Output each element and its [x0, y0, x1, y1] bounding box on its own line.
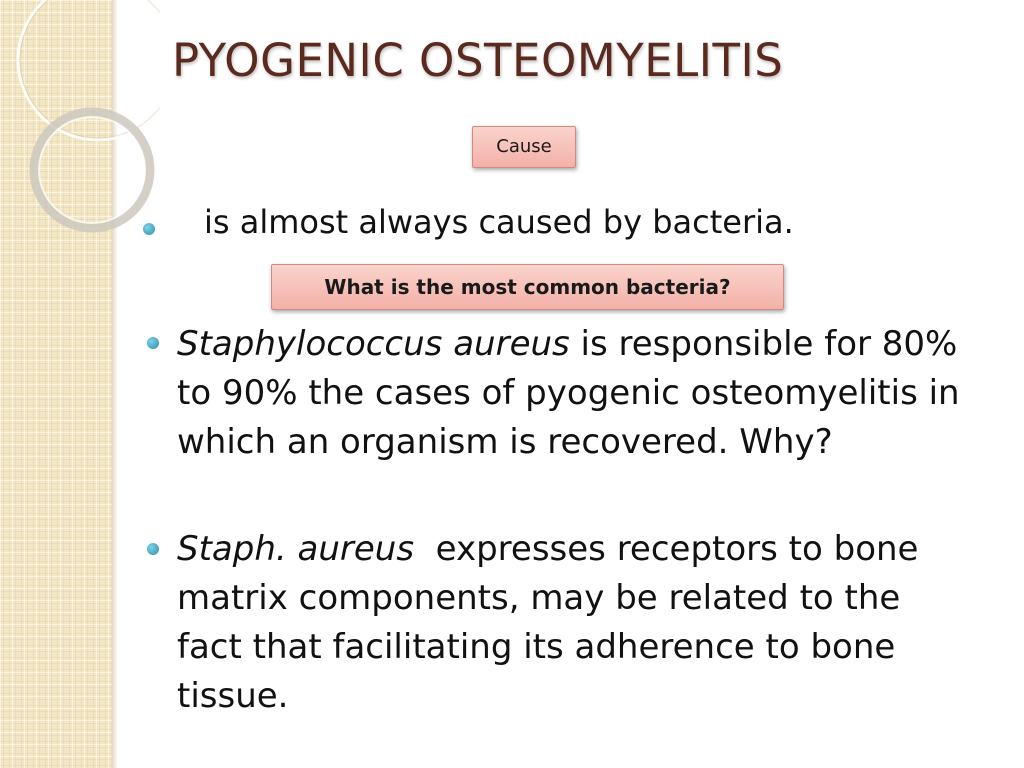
cause-button[interactable]: Cause — [472, 126, 576, 168]
bullet-2-body: is responsible for 80% to 90% the cases of pyogenic osteomyelitis in which an organism is recovered. Why? — [177, 324, 960, 462]
bullet-3-body: expresses receptors to bone matrix components, may be related to the fact that facilitating its adherence to bone tissue. — [177, 529, 930, 716]
slide-title: PYOGENIC OSTEOMYELITIS — [172, 34, 784, 87]
bullet-icon — [147, 337, 159, 349]
bacteria-short-name: Staph. aureus — [177, 529, 415, 569]
ring-small — [34, 112, 150, 228]
ring-large — [18, 0, 160, 140]
bullet-icon — [147, 543, 159, 555]
bullet-icon — [143, 223, 155, 235]
bullet-text-1: is almost always caused by bacteria. — [204, 203, 794, 241]
bacteria-name: Staphylococcus aureus — [177, 324, 570, 364]
question-button[interactable]: What is the most common bacteria? — [271, 264, 784, 310]
bullet-text-2 — [177, 320, 967, 467]
ring-small-highlight — [39, 117, 145, 223]
bullet-text-3 — [177, 525, 967, 721]
decorative-rings — [0, 0, 160, 300]
